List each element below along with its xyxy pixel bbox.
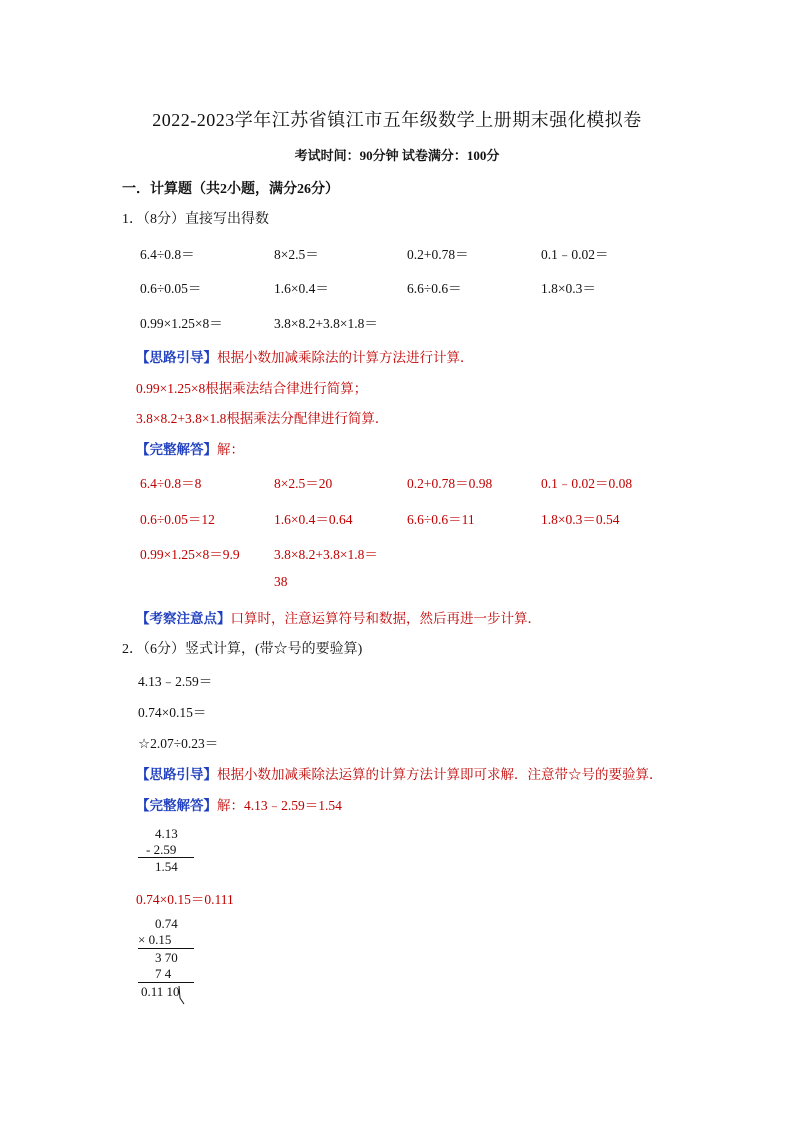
q2-answer-heading bbox=[136, 794, 342, 814]
answer-label: 解： bbox=[217, 798, 244, 813]
section-heading: 一．计算题（共2小题，满分26分） bbox=[122, 182, 339, 197]
q1-item: 1.8×0.3＝ bbox=[541, 281, 596, 296]
answer-label: 解： bbox=[217, 442, 244, 457]
q1-answer-continued: 38 bbox=[274, 574, 288, 589]
q1-note bbox=[136, 607, 541, 627]
q1-item: 3.8×8.2+3.8×1.8＝ bbox=[274, 316, 378, 331]
vertical-mul-line: × 0.15 bbox=[138, 932, 172, 947]
vertical-mul-line: 0.74 bbox=[155, 916, 178, 931]
q1-answer: 0.6÷0.05＝12 bbox=[140, 512, 215, 527]
q1-item: 1.6×0.4＝ bbox=[274, 281, 329, 296]
hint-text: 根据小数加减乘除法的计算方法进行计算． bbox=[217, 350, 474, 365]
q1-answer: 6.4÷0.8＝8 bbox=[140, 476, 202, 491]
vertical-rule bbox=[138, 982, 194, 983]
hint-tag: 【思路引导】 bbox=[136, 350, 217, 365]
q1-answer: 3.8×8.2+3.8×1.8＝ bbox=[274, 547, 378, 562]
q1-item: 0.99×1.25×8＝ bbox=[140, 316, 223, 331]
q2-item: 0.74×0.15＝ bbox=[138, 705, 207, 720]
q1-item: 6.4÷0.8＝ bbox=[140, 247, 195, 262]
q1-item: 0.6÷0.05＝ bbox=[140, 281, 202, 296]
question-1-stem: 1．（8分）直接写出得数 bbox=[122, 212, 269, 227]
answer-1: 4.13﹣2.59＝1.54 bbox=[244, 798, 342, 813]
vertical-rule bbox=[138, 948, 194, 949]
hint-tag: 【思路引导】 bbox=[136, 767, 217, 782]
answer-tag: 【完整解答】 bbox=[136, 442, 217, 457]
note-text: 口算时，注意运算符号和数据，然后再进一步计算． bbox=[230, 611, 541, 626]
q1-item: 6.6÷0.6＝ bbox=[407, 281, 462, 296]
q2-item: ☆2.07÷0.23＝ bbox=[138, 736, 219, 751]
q1-answer: 8×2.5＝20 bbox=[274, 476, 333, 491]
q1-item: 0.2+0.78＝ bbox=[407, 247, 469, 262]
vertical-sub-line: 4.13 bbox=[155, 826, 178, 841]
answer-tag: 【完整解答】 bbox=[136, 798, 217, 813]
q1-hint bbox=[136, 346, 474, 366]
q1-answer-heading bbox=[136, 438, 244, 458]
q2-hint bbox=[136, 763, 663, 783]
q1-item: 0.1﹣0.02＝ bbox=[541, 247, 609, 262]
q1-answer: 0.2+0.78＝0.98 bbox=[407, 476, 493, 491]
q1-hint-line: 0.99×1.25×8根据乘法结合律进行简算； bbox=[136, 381, 368, 396]
q1-answer: 6.6÷0.6＝11 bbox=[407, 512, 475, 527]
note-tag: 【考察注意点】 bbox=[136, 611, 231, 626]
hint-text: 根据小数加减乘除法运算的计算方法计算即可求解．注意带☆号的要验算． bbox=[217, 767, 663, 782]
q1-answer: 0.1﹣0.02＝0.08 bbox=[541, 476, 633, 491]
question-2-stem: 2．（6分）竖式计算，(带☆号的要验算) bbox=[122, 642, 363, 657]
vertical-mul-line: 7 4 bbox=[155, 966, 172, 981]
vertical-rule bbox=[138, 857, 194, 858]
q1-answer: 1.6×0.4＝0.64 bbox=[274, 512, 353, 527]
q1-answer: 0.99×1.25×8＝9.9 bbox=[140, 547, 240, 562]
vertical-mul-line: 3 70 bbox=[155, 950, 178, 965]
vertical-sub-line: - 2.59 bbox=[146, 842, 177, 857]
answer-2: 0.74×0.15＝0.111 bbox=[136, 892, 234, 907]
q1-item: 8×2.5＝ bbox=[274, 247, 319, 262]
q2-item: 4.13﹣2.59＝ bbox=[138, 674, 213, 689]
vertical-sub-line: 1.54 bbox=[155, 859, 178, 874]
document-title: 2022-2023学年江苏省镇江市五年级数学上册期末强化模拟卷 bbox=[152, 110, 642, 130]
decimal-mark-icon bbox=[176, 984, 188, 1006]
exam-info: 考试时间：90分钟 试卷满分：100分 bbox=[294, 148, 500, 163]
q1-hint-line: 3.8×8.2+3.8×1.8根据乘法分配律进行简算． bbox=[136, 411, 389, 426]
vertical-mul-line: 0.11 10 bbox=[141, 984, 180, 999]
q1-answer: 1.8×0.3＝0.54 bbox=[541, 512, 620, 527]
